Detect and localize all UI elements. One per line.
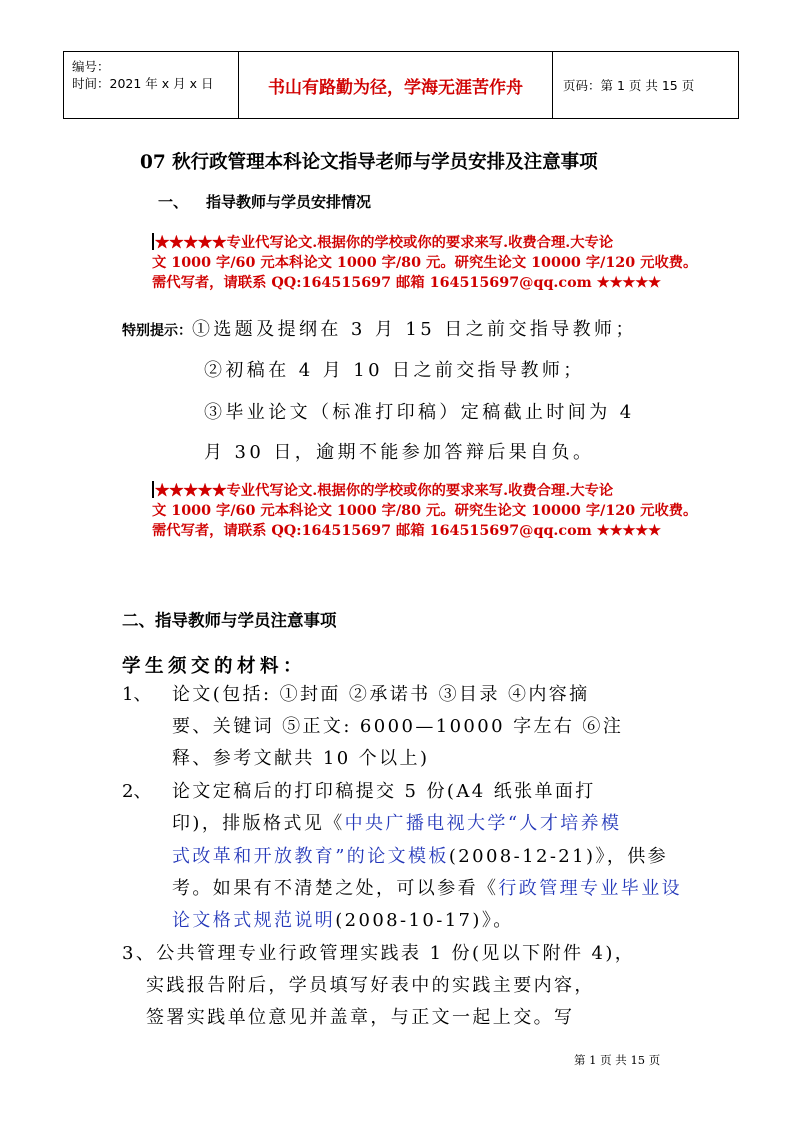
tip-line-3: ③毕业论文（标准打印稿）定稿截止时间为 4 xyxy=(204,402,635,423)
ad-line: 文 1000 字/60 元本科论文 1000 字/80 元。研究生论文 10000 字/120 元收费。 xyxy=(152,255,698,271)
document-title: 07 秋行政管理本科论文指导老师与学员安排及注意事项 xyxy=(140,152,598,173)
ad-line: 需代写者，请联系 QQ:164515697 邮箱 164515697@qq.com ★★★★★ xyxy=(152,523,661,539)
tip-line-4: 月 30 日，逾期不能参加答辩后果自负。 xyxy=(204,442,595,463)
tip-line-1: 特别提示：①选题及提纲在 3 月 15 日之前交指导教师； xyxy=(122,319,637,340)
cursor-bar xyxy=(152,481,154,498)
header-table xyxy=(63,51,739,119)
item-2-line: 式改革和开放教育”的论文模板(2008-12-21)》，供参 xyxy=(172,846,669,867)
item-2-line: 论文定稿后的打印稿提交 5 份(A4 纸张单面打 xyxy=(172,781,596,802)
spec-link[interactable]: 论文格式规范说明 xyxy=(172,910,336,931)
cursor-bar xyxy=(152,233,154,250)
item-1-number: 1、 xyxy=(122,684,152,705)
ad-line: 文 1000 字/60 元本科论文 1000 字/80 元。研究生论文 10000 字/120 元收费。 xyxy=(152,503,698,519)
header-meta xyxy=(64,52,239,118)
template-link[interactable]: 式改革和开放教育”的论文模板 xyxy=(172,846,449,867)
section-1-heading xyxy=(158,191,371,212)
section-1-number: 一、 xyxy=(158,193,189,211)
ad-line: ★★★★★专业代写论文.根据你的学校或你的要求来写.收费合理.大专论 xyxy=(152,481,697,501)
section-1-title: 指导教师与学员安排情况 xyxy=(206,193,372,211)
header-page-info: 页码：第 1 页 共 15 页 xyxy=(563,78,695,93)
item-2-line: 印)，排版格式见《中央广播电视大学“人才培养模 xyxy=(172,813,622,834)
ad-line: 需代写者，请联系 QQ:164515697 邮箱 164515697@qq.com ★★★★★ xyxy=(152,275,661,291)
template-link[interactable]: 中央广播电视大学“人才培养模 xyxy=(344,813,622,834)
item-2-number: 2、 xyxy=(122,781,152,802)
item-2-line: 论文格式规范说明(2008-10-17)》。 xyxy=(172,910,514,931)
item-1-line: 释、参考文献共 10 个以上) xyxy=(172,748,430,769)
item-3-line: 实践报告附后，学员填写好表中的实践主要内容， xyxy=(146,975,595,996)
section-2-heading: 二、指导教师与学员注意事项 xyxy=(122,611,337,630)
spec-link[interactable]: 行政管理专业毕业设 xyxy=(498,878,683,899)
ad-line: ★★★★★专业代写论文.根据你的学校或你的要求来写.收费合理.大专论 xyxy=(152,233,697,253)
ad-block-1 xyxy=(152,233,697,293)
tip-label: 特别提示： xyxy=(122,323,192,339)
time-label: 时间：2021 年 x 月 x 日 xyxy=(72,76,214,91)
item-1-line: 要、关键词 ⑤正文: 6000—10000 字左右 ⑥注 xyxy=(172,716,624,737)
item-2-line: 考。如果有不清楚之处，可以参看《行政管理专业毕业设 xyxy=(172,878,683,899)
number-label: 编号： xyxy=(72,59,110,74)
header-motto: 书山有路勤为径，学海无涯苦作舟 xyxy=(239,52,553,118)
ad-block-2 xyxy=(152,481,697,541)
materials-heading: 学生须交的材料： xyxy=(122,656,307,677)
item-3-line: 3、公共管理专业行政管理实践表 1 份(见以下附件 4)， xyxy=(122,943,636,964)
tip-line-2: ②初稿在 4 月 10 日之前交指导教师； xyxy=(204,360,585,381)
item-3-line: 签署实践单位意见并盖章，与正文一起上交。写 xyxy=(146,1007,575,1028)
item-1-line: 论文(包括: ①封面 ②承诺书 ③目录 ④内容摘 xyxy=(172,684,590,705)
page-footer: 第 1 页 共 15 页 xyxy=(574,1053,661,1067)
